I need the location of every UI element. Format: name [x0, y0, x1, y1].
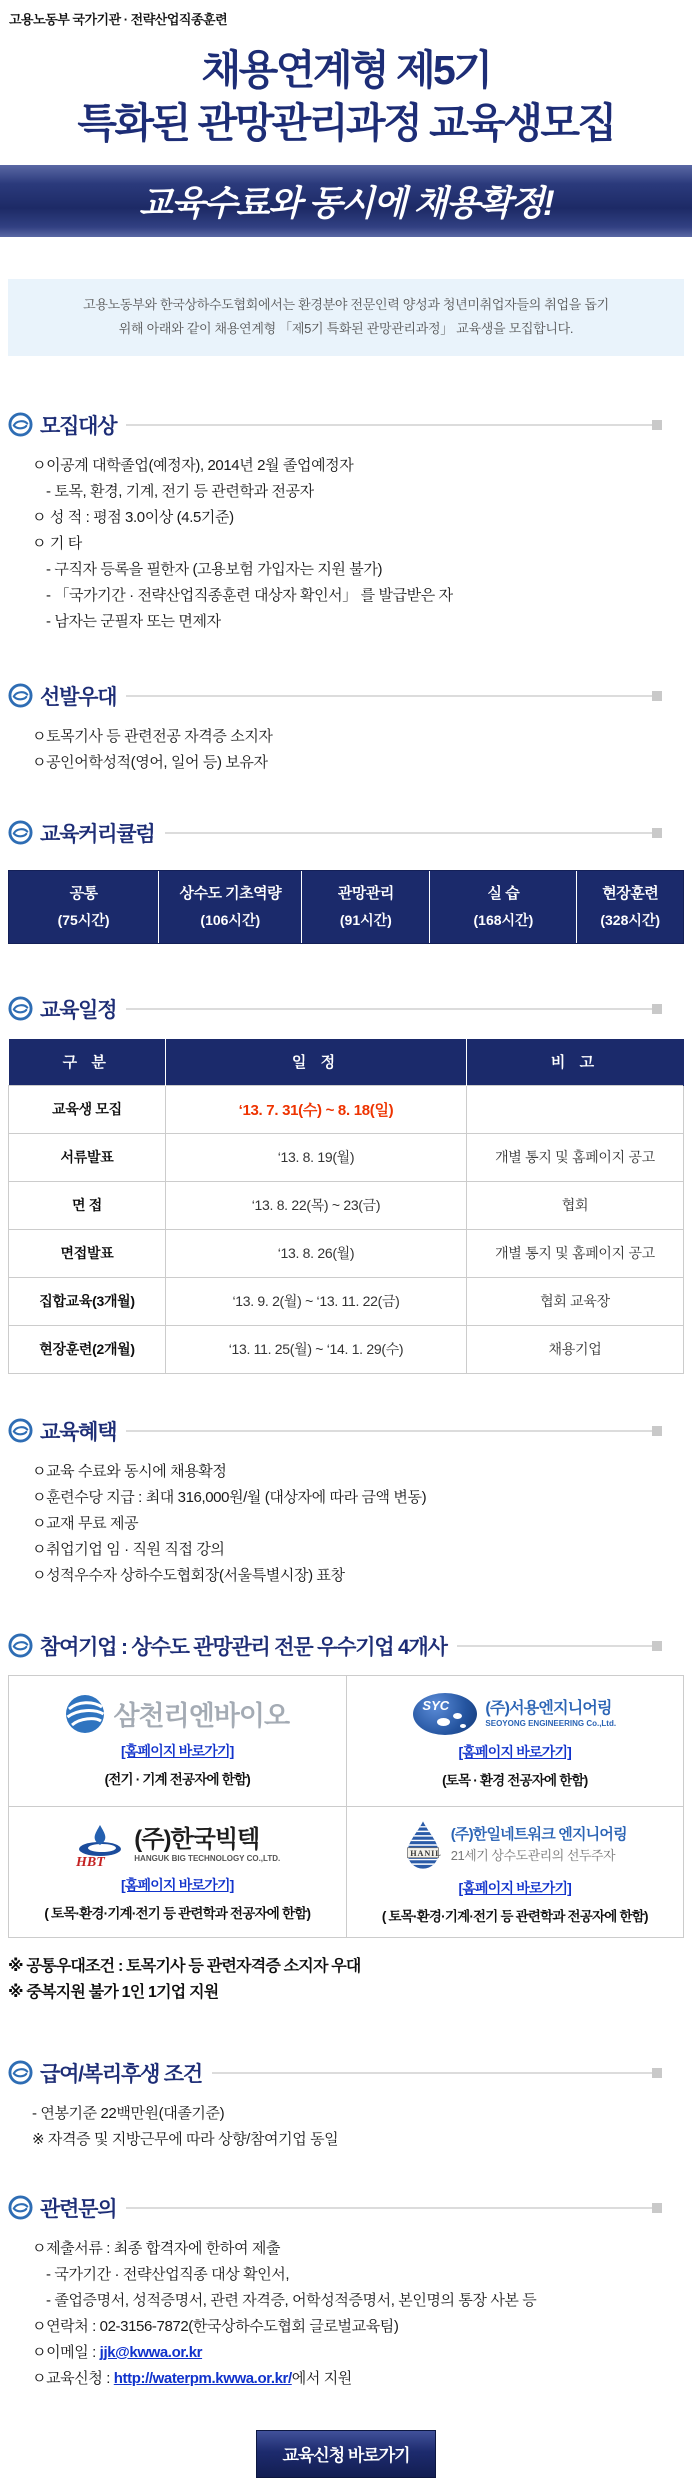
- company-card-seoyong: [347, 1676, 685, 1807]
- curriculum-name: 실 습: [487, 884, 520, 902]
- kwwa-swirl-icon: [8, 683, 33, 708]
- table-row: [9, 1277, 684, 1325]
- contact-email-prefix: ㅇ이메일 :: [32, 2343, 100, 2361]
- list-item: ※ 자격증 및 지방근무에 따라 상향/참여기업 동일: [32, 2130, 339, 2148]
- section-divider: [126, 1430, 652, 1432]
- company-card-samchully: [9, 1676, 347, 1807]
- list-item: ㅇ공인어학성적(영어, 일어 등) 보유자: [32, 753, 268, 771]
- curriculum-hours: (328시간): [600, 911, 661, 928]
- schedule-label: 집합교육(3개월): [9, 1277, 166, 1325]
- section-divider: [212, 2072, 652, 2074]
- schedule-label: 서류발표: [9, 1133, 166, 1181]
- section-divider: [126, 424, 652, 426]
- section-divider-end: [652, 420, 662, 430]
- section-divider: [126, 1008, 652, 1010]
- curriculum-name: 공통: [69, 884, 98, 902]
- section-benefits-header: [8, 1416, 684, 1446]
- contact-apply-prefix: ㅇ교육신청 :: [32, 2369, 114, 2387]
- schedule-note: 협회 교육장: [467, 1277, 684, 1325]
- section-divider-end: [652, 2068, 662, 2078]
- section-divider-end: [652, 1426, 662, 1436]
- section-title: 급여/복리후생 조건: [40, 2062, 202, 2086]
- hanil-drop-icon: [403, 1819, 443, 1871]
- section-schedule: [8, 994, 684, 1374]
- list-item: - 「국가기간 · 전략산업직종훈련 대상자 확인서」 를 발급받은 자: [46, 586, 453, 604]
- schedule-date: ‘13. 8. 22(목) ~ 23(금): [166, 1181, 467, 1229]
- section-divider: [165, 832, 652, 834]
- curriculum-hours: (106시간): [200, 911, 261, 928]
- list-item: ㅇ 기 타: [32, 534, 82, 552]
- list-item: - 연봉기준 22백만원(대졸기준): [32, 2104, 225, 2122]
- section-title: 관련문의: [40, 2197, 117, 2221]
- contact-email-link[interactable]: jjk@kwwa.or.kr: [99, 2343, 203, 2361]
- svg-text:HANIL: HANIL: [409, 1848, 442, 1858]
- kwwa-swirl-icon: [8, 820, 33, 845]
- list-item: - 졸업증명서, 성적증명서, 관련 자격증, 어학성적증명서, 본인명의 통장 사본 등: [46, 2291, 537, 2309]
- list-item: ㅇ교육 수료와 동시에 채용확정: [32, 1462, 227, 1480]
- curriculum-cell: [159, 871, 302, 943]
- schedule-note: 채용기업: [467, 1325, 684, 1373]
- schedule-label: 면 접: [9, 1181, 166, 1229]
- section-contact-header: [8, 2193, 684, 2223]
- company-name: (주)한국빅텍: [134, 1826, 260, 1854]
- curriculum-name: 관망관리: [337, 884, 394, 902]
- syc-badge-text: SYC: [422, 1697, 450, 1713]
- schedule-date: ‘13. 8. 26(월): [166, 1229, 467, 1277]
- apply-button[interactable]: [256, 2430, 436, 2478]
- section-companies-header: [8, 1631, 684, 1661]
- column-header: 구 분: [9, 1039, 166, 1086]
- section-recruit-header: [8, 410, 684, 440]
- agency-label: 고용노동부 국가기관 · 전략산업직종훈련: [9, 12, 228, 27]
- company-restriction: (전기 · 기계 전공자에 한함): [104, 1771, 250, 1787]
- section-benefits: [8, 1416, 684, 1589]
- curriculum-cell: [577, 871, 683, 943]
- syc-badge-icon: [413, 1693, 477, 1735]
- list-item: ㅇ이공계 대학졸업(예정자), 2014년 2월 졸업예정자: [32, 456, 354, 474]
- schedule-note: 개별 통지 및 홈페이지 공고: [467, 1229, 684, 1277]
- company-restriction: (토목 · 환경 전공자에 한함): [442, 1772, 588, 1788]
- homepage-link[interactable]: [홈페이지 바로가기]: [458, 1743, 572, 1760]
- list-item: ㅇ교재 무료 제공: [32, 1514, 139, 1532]
- homepage-link[interactable]: [홈페이지 바로가기]: [458, 1879, 572, 1896]
- company-card-hanguk-bigtech: [9, 1807, 347, 1938]
- table-row: [9, 1229, 684, 1277]
- section-divider-end: [652, 828, 662, 838]
- table-row: [9, 1181, 684, 1229]
- schedule-date: ‘13. 11. 25(월) ~ ‘14. 1. 29(수): [166, 1325, 467, 1373]
- schedule-label: 현장훈련(2개월): [9, 1325, 166, 1373]
- list-item: ㅇ토목기사 등 관련전공 자격증 소지자: [32, 727, 273, 745]
- kwwa-swirl-icon: [8, 1633, 33, 1658]
- schedule-header-row: [9, 1039, 684, 1086]
- company-tagline: 21세기 상수도관리의 선두주자: [450, 1847, 616, 1863]
- company-name-en: HANGUK BIG TECHNOLOGY CO.,LTD.: [134, 1853, 281, 1863]
- syc-bubble: [460, 1724, 466, 1728]
- contact-email-line: [8, 2340, 684, 2366]
- hbt-logo: [74, 1822, 280, 1868]
- section-salary-header: [8, 2058, 684, 2088]
- curriculum-hours: (75시간): [57, 911, 110, 928]
- section-curriculum-header: [8, 818, 684, 848]
- intro-line2: 위해 아래와 같이 채용연계형 「제5기 특화된 관망관리과정」 교육생을 모집합니다.: [118, 321, 574, 337]
- list-item: - 남자는 군필자 또는 면제자: [46, 612, 221, 630]
- schedule-label: 교육생 모집: [9, 1085, 166, 1133]
- schedule-table: [8, 1039, 684, 1374]
- curriculum-name: 상수도 기초역량: [179, 884, 282, 902]
- syc-bubble: [437, 1718, 450, 1726]
- kwwa-swirl-icon: [8, 2060, 33, 2085]
- curriculum-hours: (91시간): [339, 911, 392, 928]
- homepage-link[interactable]: [홈페이지 바로가기]: [120, 1742, 234, 1759]
- page-title: [0, 44, 692, 151]
- note-no-duplicate: ※ 중복지원 불가 1인 1기업 지원: [8, 1983, 219, 2001]
- samchully-logo: [65, 1694, 289, 1734]
- list-item: - 토목, 환경, 기계, 전기 등 관련학과 전공자: [46, 482, 314, 500]
- contact-apply-suffix: 에서 지원: [291, 2369, 352, 2387]
- schedule-label: 면접발표: [9, 1229, 166, 1277]
- curriculum-cell: [302, 871, 430, 943]
- section-title: 교육혜택: [40, 1420, 117, 1444]
- hero-banner-text: 교육수료와 동시에 채용확정!: [138, 183, 554, 223]
- samchully-globe-icon: [65, 1694, 105, 1734]
- section-divider-end: [652, 691, 662, 701]
- apply-button-label: 교육신청 바로가기: [282, 2446, 410, 2466]
- section-divider: [457, 1645, 652, 1647]
- column-header: 비 고: [467, 1039, 684, 1086]
- section-preference-header: [8, 681, 684, 711]
- company-name: (주)한일네트워크 엔지니어링: [450, 1826, 627, 1844]
- company-name-en: SEOYONG ENGINEERING Co.,Ltd.: [485, 1719, 617, 1729]
- list-item: - 구직자 등록을 필한자 (고용보험 가입자는 지원 불가): [46, 560, 383, 578]
- section-title: 모집대상: [40, 414, 117, 438]
- table-row: [9, 1325, 684, 1373]
- kwwa-swirl-icon: [8, 1418, 33, 1443]
- syc-bubble: [453, 1713, 462, 1719]
- list-item: ㅇ연락처 : 02-3156-7872(한국상하수도협회 글로벌교육팀): [32, 2317, 399, 2335]
- contact-apply-url-link[interactable]: http://waterpm.kwwa.or.kr/: [113, 2369, 292, 2387]
- schedule-date: ‘13. 9. 2(월) ~ ‘13. 11. 22(금): [166, 1277, 467, 1325]
- curriculum-bar: [8, 870, 684, 944]
- page-title-line1: 채용연계형 제5기: [201, 47, 491, 93]
- curriculum-cell: [9, 871, 159, 943]
- column-header: 일 정: [166, 1039, 467, 1086]
- contact-apply-line: [8, 2366, 684, 2392]
- table-row: [9, 1085, 684, 1133]
- schedule-note: 협회: [467, 1181, 684, 1229]
- section-divider: [126, 695, 652, 697]
- company-card-hanil-network: [347, 1807, 685, 1938]
- section-recruit-target: [8, 410, 684, 635]
- kwwa-swirl-icon: [8, 996, 33, 1021]
- section-title: 선발우대: [40, 685, 117, 709]
- intro-box: [8, 279, 684, 356]
- list-item: ㅇ제출서류 : 최종 합격자에 한하여 제출: [32, 2239, 281, 2257]
- section-title: 교육커리큘럼: [40, 822, 155, 846]
- curriculum-cell: [430, 871, 577, 943]
- list-item: ㅇ취업기업 임 · 직원 직접 강의: [32, 1540, 225, 1558]
- section-title: 교육일정: [40, 998, 117, 1022]
- schedule-date: ‘13. 8. 19(월): [166, 1133, 467, 1181]
- company-grid: [8, 1675, 684, 1938]
- hbt-drop-icon: [74, 1822, 126, 1868]
- page-title-line2: 특화된 관망관리과정 교육생모집: [77, 100, 615, 147]
- section-curriculum: [8, 818, 684, 944]
- section-divider-end: [652, 1004, 662, 1014]
- schedule-note: 개별 통지 및 홈페이지 공고: [467, 1133, 684, 1181]
- curriculum-name: 현장훈련: [602, 884, 659, 902]
- curriculum-hours: (168시간): [473, 911, 534, 928]
- section-title: 참여기업 : 상수도 관망관리 전문 우수기업 4개사: [40, 1635, 447, 1659]
- section-divider: [126, 2207, 652, 2209]
- section-contact: [8, 2193, 684, 2392]
- table-row: [9, 1133, 684, 1181]
- seoyong-logo: [413, 1693, 616, 1735]
- list-item: - 국가기간 · 전략산업직종 대상 확인서,: [46, 2265, 290, 2283]
- hero-banner: [0, 165, 692, 237]
- list-item: ㅇ훈련수당 지급 : 최대 316,000원/월 (대상자에 따라 금액 변동): [32, 1488, 427, 1506]
- kwwa-swirl-icon: [8, 412, 33, 437]
- hanil-logo: [403, 1819, 627, 1871]
- kwwa-swirl-icon: [8, 2195, 33, 2220]
- section-schedule-header: [8, 994, 684, 1024]
- company-logo-text: 삼천리엔바이오: [113, 1701, 290, 1732]
- list-item: ㅇ성적우수자 상하수도협회장(서울특별시장) 표창: [32, 1566, 345, 1584]
- note-common-preference: ※ 공통우대조건 : 토목기사 등 관련자격증 소지자 우대: [8, 1957, 361, 1975]
- schedule-date-highlight: ‘13. 7. 31(수) ~ 8. 18(일): [166, 1085, 467, 1133]
- svg-text:HBT: HBT: [76, 1854, 106, 1870]
- section-divider-end: [652, 2203, 662, 2213]
- company-restriction: ( 토목·환경·기계·전기 등 관련학과 전공자에 한함): [44, 1905, 311, 1921]
- section-divider-end: [652, 1641, 662, 1651]
- section-preference: [8, 681, 684, 776]
- section-salary: [8, 2058, 684, 2153]
- list-item: ㅇ 성 적 : 평점 3.0이상 (4.5기준): [32, 508, 234, 526]
- schedule-note: [467, 1085, 684, 1133]
- company-name: (주)서용엔지니어링: [485, 1700, 612, 1718]
- intro-line1: 고용노동부와 한국상하수도협회에서는 환경분야 전문인력 양성과 청년미취업자들의 취업을 돕기: [83, 296, 609, 312]
- section-companies: [8, 1631, 684, 2006]
- company-restriction: ( 토목·환경·기계·전기 등 관련학과 전공자에 한함): [381, 1908, 648, 1924]
- homepage-link[interactable]: [홈페이지 바로가기]: [120, 1876, 234, 1893]
